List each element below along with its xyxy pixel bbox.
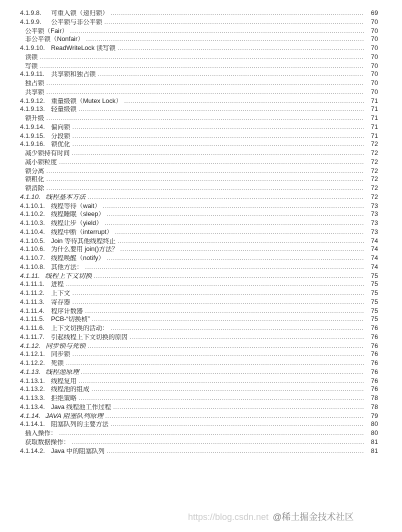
- toc-entry-title: 锁升级: [25, 115, 45, 122]
- toc-entry-page: 70: [364, 19, 378, 28]
- toc-entry-title: 寄存器: [51, 298, 71, 306]
- toc-entry-number: 4.1.10.4.: [20, 228, 45, 236]
- toc-entry-page: 76: [364, 386, 378, 395]
- toc-entry-page: 72: [364, 185, 378, 194]
- toc-entry[interactable]: [20, 150, 378, 159]
- toc-entry-text: [20, 413, 364, 422]
- toc-entry-page: 72: [364, 168, 378, 177]
- toc-entry-title: 同步锁与死锁: [45, 342, 86, 350]
- toc-entry-number: 4.1.13.2.: [20, 386, 45, 394]
- toc-entry[interactable]: [20, 255, 378, 264]
- toc-entry[interactable]: [20, 448, 378, 457]
- toc-entry-text: [20, 54, 364, 63]
- toc-entry-text: [20, 264, 364, 273]
- toc-entry[interactable]: [20, 203, 378, 212]
- toc-entry-page: 69: [364, 10, 378, 19]
- toc-entry-page: 80: [364, 421, 378, 430]
- toc-entry-number: 4.1.14.2.: [20, 447, 45, 455]
- toc-entry-title: 独占锁: [25, 80, 45, 87]
- toc-entry-text: [20, 89, 364, 98]
- toc-entry-number: 4.1.13.3.: [20, 395, 45, 402]
- toc-entry-page: 75: [364, 299, 378, 308]
- toc-entry[interactable]: [20, 54, 378, 63]
- toc-entry-text: [20, 290, 364, 299]
- toc-entry-page: 74: [364, 264, 378, 273]
- toc-entry-title: 重量级锁（Mutex Lock）: [51, 97, 123, 105]
- toc-entry[interactable]: [20, 421, 378, 430]
- toc-entry-page: 70: [364, 28, 378, 37]
- toc-entry-page: 73: [364, 203, 378, 212]
- toc-entry-text: [20, 378, 364, 387]
- toc-entry-number: 4.1.12.1.: [20, 351, 45, 359]
- toc-entry-text: [20, 45, 364, 54]
- toc-entry-page: 70: [364, 36, 378, 45]
- toc-entry[interactable]: [20, 194, 378, 203]
- toc-entry-title: 分段锁: [51, 132, 71, 140]
- toc-entry-number: 4.1.9.11.: [20, 71, 45, 79]
- toc-entry-number: 4.1.10.: [20, 193, 41, 201]
- toc-entry-number: 4.1.11.5.: [20, 316, 45, 324]
- toc-entry-number: 4.1.11.6.: [20, 325, 45, 332]
- toc-entry-page: 73: [364, 220, 378, 229]
- toc-entry-text: [20, 238, 364, 247]
- toc-entry-page: 74: [364, 238, 378, 247]
- toc-entry-text: [20, 63, 364, 72]
- toc-entry-text: [20, 360, 364, 369]
- toc-entry-page: 72: [364, 159, 378, 168]
- toc-entry-number: 4.1.10.8.: [20, 263, 45, 271]
- toc-entry-page: 75: [364, 308, 378, 317]
- toc-entry-title: 锁粗化: [25, 176, 45, 184]
- toc-entry-text: [20, 334, 364, 343]
- toc-entry-text: [20, 404, 364, 413]
- toc-entry-title: 读锁: [25, 53, 38, 61]
- toc-entry-title: 减小锁粒度: [25, 158, 57, 166]
- toc-entry-page: 72: [364, 176, 378, 185]
- toc-entry-number: 4.1.11.: [20, 272, 40, 280]
- watermark: [188, 510, 354, 523]
- toc-entry-text: [20, 211, 364, 220]
- toc-entry-text: [20, 203, 364, 212]
- toc-entry-title: 锁消除: [25, 185, 45, 192]
- toc-entry-number: 4.1.9.14.: [20, 123, 45, 131]
- toc-entry[interactable]: [20, 404, 378, 413]
- toc-entry-page: 71: [364, 124, 378, 133]
- toc-entry-page: 72: [364, 194, 378, 203]
- toc-entry-page: 71: [364, 106, 378, 115]
- toc-entry-title: 共享锁和独占锁: [51, 71, 96, 79]
- toc-entry-title: 为什么要用 join()方法？: [51, 246, 119, 254]
- toc-entry-number: 4.1.11.4.: [20, 307, 45, 315]
- toc-entry[interactable]: [20, 124, 378, 133]
- toc-entry-title: 线程池原理: [45, 368, 79, 376]
- toc-entry[interactable]: [20, 316, 378, 325]
- toc-entry-page: 75: [364, 290, 378, 299]
- toc-entry-page: 75: [364, 273, 378, 282]
- toc-entry-page: 70: [364, 89, 378, 98]
- toc-entry[interactable]: [20, 290, 378, 299]
- toc-entry-page: 75: [364, 316, 378, 325]
- toc-entry-number: 4.1.12.2.: [20, 360, 45, 367]
- toc-entry-title: 线程唤醒（notify）: [51, 255, 105, 262]
- toc-entry[interactable]: [20, 229, 378, 238]
- toc-entry-text: [20, 36, 364, 45]
- toc-entry-text: [20, 80, 364, 89]
- toc-entry-number: 4.1.13.1.: [20, 377, 45, 385]
- toc-entry-title: 锁分离: [25, 167, 45, 175]
- toc-entry-title: 非公平锁（Nonfair）: [25, 36, 84, 44]
- toc-entry-text: [20, 430, 364, 439]
- toc-entry-title: 上下文切换的活动：: [51, 325, 109, 332]
- toc-entry[interactable]: [20, 133, 378, 142]
- toc-entry-text: [20, 308, 364, 317]
- toc-entry[interactable]: [20, 141, 378, 150]
- toc-entry[interactable]: [20, 395, 378, 404]
- toc-entry-number: 4.1.9.10.: [20, 45, 45, 52]
- toc-entry[interactable]: [20, 98, 378, 107]
- toc-entry-text: [20, 246, 364, 255]
- toc-entry-title: 锁优化: [51, 141, 71, 149]
- toc-entry-number: 4.1.11.2.: [20, 290, 45, 297]
- toc-entry-title: 写锁: [25, 62, 38, 70]
- toc-entry-title: 同步锁: [51, 351, 71, 359]
- toc-entry-text: [20, 115, 364, 124]
- toc-entry-text: [20, 141, 364, 150]
- toc-entry-page: 72: [364, 150, 378, 159]
- toc-entry-text: [20, 176, 364, 185]
- toc-entry-page: 76: [364, 360, 378, 369]
- toc-entry-number: 4.1.13.: [20, 368, 41, 376]
- toc-entry-title: JAVA 阻塞队列原理: [45, 412, 104, 420]
- toc-entry-number: 4.1.9.15.: [20, 132, 45, 140]
- toc-entry[interactable]: [20, 246, 378, 255]
- toc-entry[interactable]: [20, 308, 378, 317]
- toc-entry[interactable]: [20, 28, 378, 37]
- toc-entry[interactable]: [20, 10, 378, 19]
- toc-entry[interactable]: [20, 238, 378, 247]
- toc-entry[interactable]: [20, 325, 378, 334]
- toc-entry-title: 线程中断（interrupt）: [51, 228, 113, 236]
- toc-entry-text: [20, 316, 364, 325]
- toc-entry-text: [20, 421, 364, 430]
- toc-entry-text: [20, 194, 364, 203]
- toc-entry[interactable]: [20, 439, 378, 448]
- toc-entry-number: 4.1.14.1.: [20, 421, 45, 429]
- toc-entry[interactable]: [20, 19, 378, 28]
- toc-entry-title: 上下文: [51, 290, 71, 297]
- toc-entry-text: [20, 386, 364, 395]
- toc-entry[interactable]: [20, 343, 378, 352]
- toc-entry-text: [20, 299, 364, 308]
- toc-entry-title: 程序计数器: [51, 307, 83, 315]
- toc-entry-number: 4.1.10.2.: [20, 211, 45, 219]
- toc-entry[interactable]: [20, 45, 378, 54]
- toc-entry-number: 4.1.9.12.: [20, 97, 45, 105]
- toc-entry-text: [20, 185, 364, 194]
- toc-entry-page: 76: [364, 334, 378, 343]
- toc-entry[interactable]: [20, 63, 378, 72]
- toc-entry-title: 拒绝策略: [51, 395, 77, 402]
- toc-entry-page: 76: [364, 351, 378, 360]
- toc-entry-page: 70: [364, 80, 378, 89]
- toc-entry-page: 76: [364, 343, 378, 352]
- toc-entry-page: 80: [364, 430, 378, 439]
- toc-entry-title: 阻塞队列的主要方法: [51, 421, 109, 429]
- toc-entry[interactable]: [20, 80, 378, 89]
- toc-entry-page: 76: [364, 378, 378, 387]
- toc-entry-page: 70: [364, 63, 378, 72]
- toc-entry-title: Join 等待其他线程终止: [51, 237, 116, 245]
- toc-entry-number: 4.1.12.: [20, 342, 41, 350]
- toc-entry[interactable]: [20, 176, 378, 185]
- toc-entry[interactable]: [20, 299, 378, 308]
- toc-entry-title: 减少锁持有时间: [25, 150, 70, 157]
- toc-entry-title: 可重入锁（递归锁）: [51, 10, 109, 17]
- toc-entry-text: [20, 343, 364, 352]
- toc-entry-text: [20, 98, 364, 107]
- toc-entry-title: 轻量级锁: [51, 106, 77, 114]
- toc-entry-page: 76: [364, 325, 378, 334]
- toc-entry-title: 获取数据操作：: [25, 438, 70, 446]
- toc-entry[interactable]: [20, 281, 378, 290]
- toc-entry-title: Java 线程池工作过程: [51, 403, 112, 411]
- toc-entry[interactable]: [20, 413, 378, 422]
- toc-entry-number: 4.1.9.8.: [20, 10, 42, 17]
- toc-entry[interactable]: [20, 351, 378, 360]
- toc-entry[interactable]: [20, 168, 378, 177]
- toc-entry-text: [20, 369, 364, 378]
- toc-entry[interactable]: [20, 115, 378, 124]
- toc-entry-title: 公平锁与非公平锁: [51, 18, 103, 26]
- toc-entry[interactable]: [20, 185, 378, 194]
- toc-entry-text: [20, 71, 364, 80]
- toc-entry[interactable]: [20, 211, 378, 220]
- toc-entry-title: Java 中的阻塞队列: [51, 447, 105, 455]
- toc-entry-number: 4.1.10.3.: [20, 220, 45, 227]
- toc-entry-page: 71: [364, 115, 378, 124]
- toc-entry-title: 偏向锁: [51, 123, 71, 131]
- toc-entry[interactable]: [20, 273, 378, 282]
- toc-entry-number: 4.1.11.1.: [20, 281, 45, 289]
- toc-entry-text: [20, 281, 364, 290]
- toc-entry-title: 线程复用: [51, 377, 77, 385]
- toc-entry-page: 81: [364, 439, 378, 448]
- toc-entry-number: 4.1.13.4.: [20, 403, 45, 411]
- toc-entry-page: 75: [364, 281, 378, 290]
- toc-entry-title: 进程: [51, 281, 64, 289]
- toc-entry-number: 4.1.10.6.: [20, 246, 45, 254]
- toc-entry-title: 插入操作：: [25, 430, 57, 437]
- toc-entry-page: 79: [364, 413, 378, 422]
- toc-entry-page: 72: [364, 141, 378, 150]
- toc-entry-title: 其他方法：: [51, 263, 83, 271]
- toc-entry-text: [20, 10, 364, 19]
- toc-entry[interactable]: [20, 159, 378, 168]
- toc-entry[interactable]: [20, 334, 378, 343]
- toc-entry[interactable]: [20, 378, 378, 387]
- toc-entry-title: ReadWriteLock 读写锁: [51, 45, 116, 52]
- toc-entry-number: 4.1.10.5.: [20, 237, 45, 245]
- toc-entry-title: 线程池的组成: [51, 386, 90, 394]
- toc-entry[interactable]: [20, 386, 378, 395]
- toc-entry-page: 74: [364, 246, 378, 255]
- toc-entry-number: 4.1.10.1.: [20, 202, 45, 210]
- toc-entry-number: 4.1.10.7.: [20, 255, 45, 262]
- toc-entry-title: 线程等待（wait）: [51, 202, 101, 210]
- toc-entry-text: [20, 106, 364, 115]
- table-of-contents: [20, 10, 378, 456]
- toc-entry-title: 引起线程上下文切换的原因: [51, 333, 128, 341]
- toc-entry-number: 4.1.9.16.: [20, 141, 45, 149]
- toc-entry-title: 死锁: [51, 360, 64, 367]
- toc-entry[interactable]: [20, 369, 378, 378]
- toc-entry-page: 78: [364, 404, 378, 413]
- toc-entry-text: [20, 133, 364, 142]
- watermark-handle: @稀土掘金技术社区: [272, 512, 354, 522]
- toc-entry-page: 78: [364, 395, 378, 404]
- toc-entry-page: 70: [364, 71, 378, 80]
- toc-entry-title: 公平锁（Fair）: [25, 27, 68, 35]
- toc-entry-text: [20, 159, 364, 168]
- toc-entry[interactable]: [20, 264, 378, 273]
- toc-entry-text: [20, 273, 364, 282]
- toc-entry-page: 73: [364, 211, 378, 220]
- toc-entry[interactable]: [20, 430, 378, 439]
- toc-entry-page: 71: [364, 98, 378, 107]
- toc-entry-number: 4.1.11.7.: [20, 333, 45, 341]
- toc-entry-text: [20, 395, 364, 404]
- toc-entry-page: 73: [364, 229, 378, 238]
- toc-entry-page: 81: [364, 448, 378, 457]
- toc-entry-text: [20, 150, 364, 159]
- toc-entry-text: [20, 124, 364, 133]
- toc-entry-page: 74: [364, 255, 378, 264]
- toc-entry[interactable]: [20, 360, 378, 369]
- toc-entry-title: 共享锁: [25, 88, 45, 96]
- toc-entry-text: [20, 28, 364, 37]
- toc-entry-text: [20, 439, 364, 448]
- toc-entry-title: 线程上下文切换: [44, 272, 92, 280]
- toc-entry-number: 4.1.14.: [20, 412, 41, 420]
- toc-entry-page: 76: [364, 369, 378, 378]
- toc-entry-title: 线程睡眠（sleep）: [51, 211, 105, 219]
- toc-entry-number: 4.1.11.3.: [20, 298, 45, 306]
- toc-entry-title: 线程基本方法: [45, 193, 86, 201]
- toc-entry[interactable]: [20, 36, 378, 45]
- toc-entry-number: 4.1.9.9.: [20, 18, 42, 26]
- watermark-url: https://blog.csdn.net: [188, 512, 269, 522]
- toc-entry-title: PCB-“切换桢”: [51, 316, 90, 324]
- toc-entry[interactable]: [20, 89, 378, 98]
- toc-entry-text: [20, 325, 364, 334]
- toc-entry[interactable]: [20, 71, 378, 80]
- toc-entry-text: [20, 351, 364, 360]
- toc-entry-text: [20, 19, 364, 28]
- toc-entry[interactable]: [20, 220, 378, 229]
- toc-entry-text: [20, 229, 364, 238]
- toc-entry-number: 4.1.9.13.: [20, 106, 45, 114]
- toc-entry-text: [20, 448, 364, 457]
- toc-entry-text: [20, 220, 364, 229]
- toc-entry-page: 70: [364, 54, 378, 63]
- toc-entry[interactable]: [20, 106, 378, 115]
- toc-entry-page: 70: [364, 45, 378, 54]
- toc-entry-page: 71: [364, 133, 378, 142]
- toc-entry-title: 线程让步（yield）: [51, 220, 103, 227]
- toc-entry-text: [20, 255, 364, 264]
- toc-entry-text: [20, 168, 364, 177]
